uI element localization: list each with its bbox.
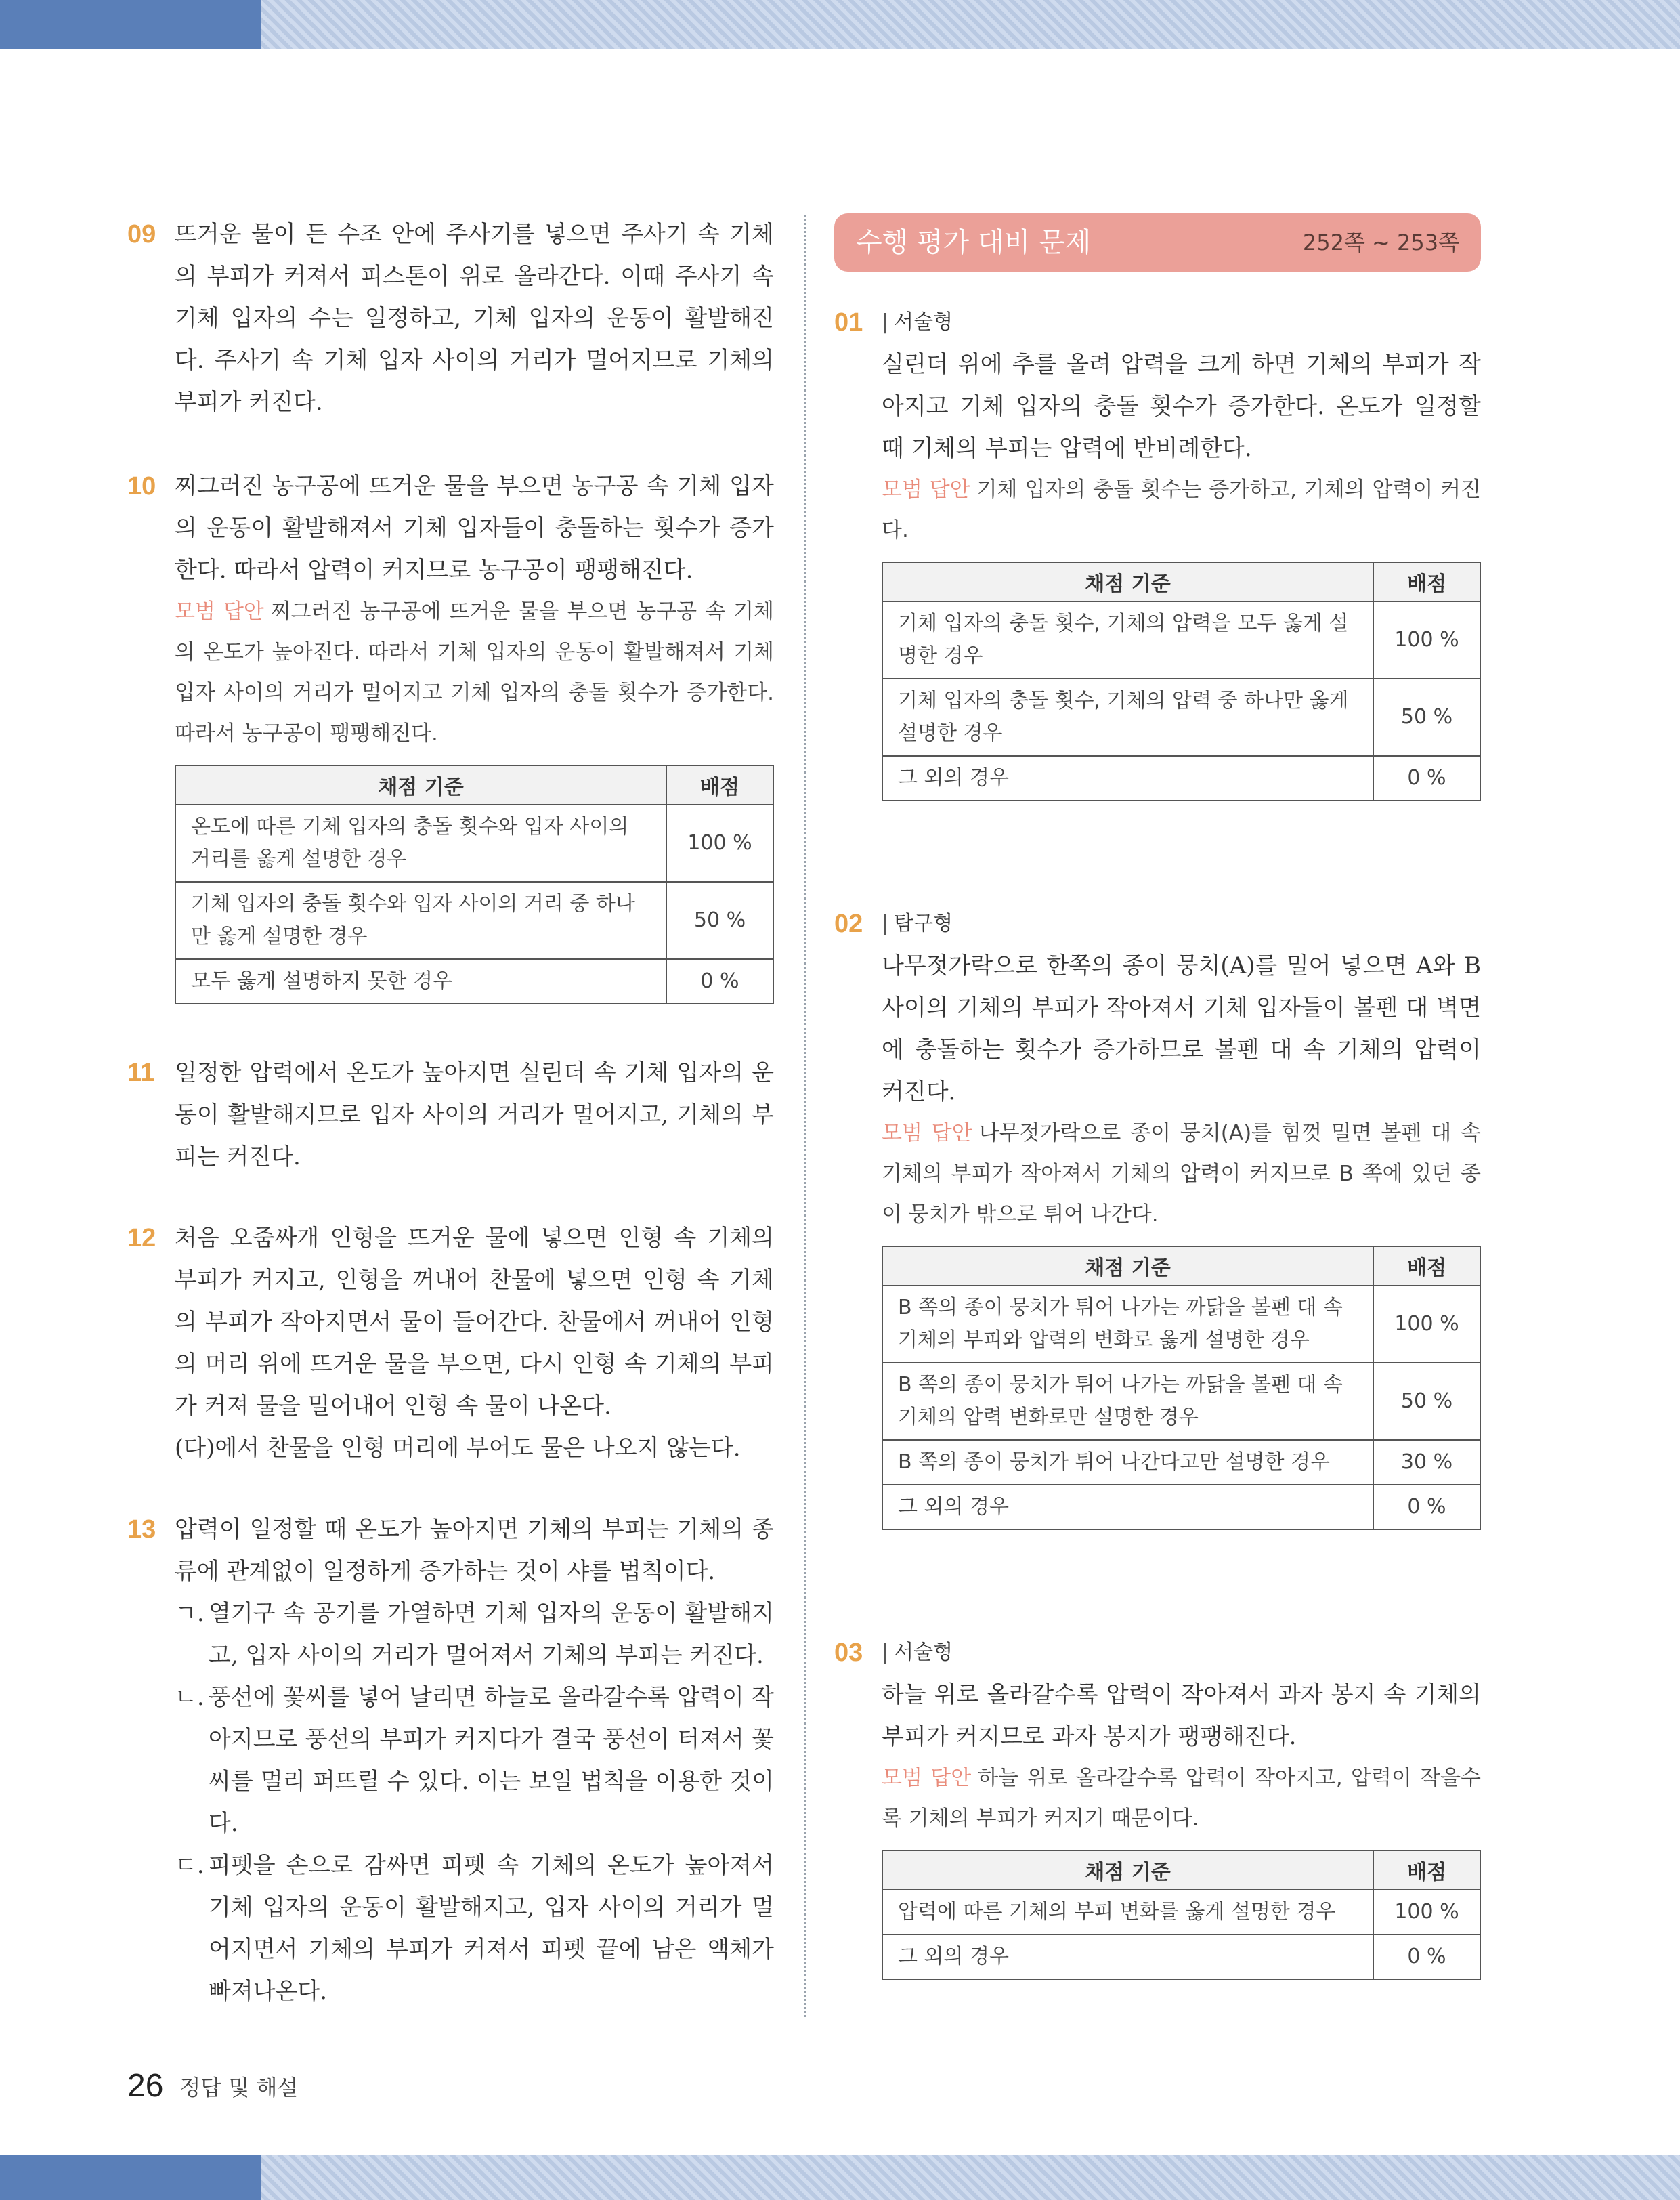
question-number: 01 [834,308,863,337]
footer-title: 정답 및 해설 [179,2074,299,2100]
bottom-band-tab [0,2155,261,2200]
model-answer-label: 모범 답안 [882,1766,972,1790]
question-number: 13 [127,1515,156,1544]
model-answer-label: 모범 답안 [882,1121,972,1145]
question-number: 02 [834,910,863,938]
scoring-criteria-header: 채점 기준 [882,1246,1373,1286]
criteria-cell: 기체 입자의 충돌 횟수, 기체의 압력을 모두 옳게 설명한 경우 [882,601,1373,679]
answer-text-extra: (다)에서 찬물을 인형 머리에 부어도 물은 나오지 않는다. [175,1435,741,1462]
question-number: 11 [127,1059,155,1087]
model-answer [882,1758,1481,1839]
answer-text: 하늘 위로 올라갈수록 압력이 작아져서 과자 봉지 속 기체의 부피가 커지므로 과자 봉지가 팽팽해진다. [882,1681,1481,1750]
question-10 [127,465,774,1004]
model-answer [882,1113,1481,1235]
criteria-cell: 온도에 따른 기체 입자의 충돌 횟수와 입자 사이의 거리를 옳게 설명한 경우 [175,805,666,882]
table-row [175,882,773,959]
answer-text: 나무젓가락으로 한쪽의 종이 뭉치(A)를 밀어 넣으면 A와 B 사이의 기체의 부피가 작아져서 기체 입자들이 볼펜 대 벽면에 충돌하는 횟수가 증가하므로 볼펜 대 속 기체의 압력이 커진다. [882,952,1481,1105]
scoring-table [882,1246,1481,1530]
sub-item-text: 열기구 속 공기를 가열하면 기체 입자의 운동이 활발해지고, 입자 사이의 거리가 멀어져서 기체의 부피는 커진다. [209,1600,774,1669]
scoring-table [882,562,1481,801]
criteria-cell: 압력에 따른 기체의 부피 변화를 옳게 설명한 경우 [882,1890,1373,1934]
table-row [882,1363,1480,1440]
sub-item-mark: ㄷ. [175,1852,204,1879]
table-row [882,601,1480,679]
table-row [175,959,773,1004]
criteria-cell: 그 외의 경우 [882,1485,1373,1529]
section-title: 수행 평가 대비 문제 [856,227,1092,258]
scoring-points-header: 배점 [666,765,773,805]
model-answer [882,469,1481,551]
scoring-table [882,1850,1481,1980]
scoring-criteria-header: 채점 기준 [882,562,1373,601]
criteria-cell: 모두 옳게 설명하지 못한 경우 [175,959,666,1004]
question-type-tag: | 탐구형 [882,903,1481,945]
points-cell: 0 % [666,959,773,1004]
question-number: 03 [834,1638,863,1667]
model-answer-label: 모범 답안 [175,599,264,624]
question-12 [127,1217,774,1469]
model-answer-text: 나무젓가락으로 종이 뭉치(A)를 힘껏 밀면 볼펜 대 속 기체의 부피가 작아져서 기체의 압력이 커지므로 B 쪽에 있던 종이 뭉치가 밖으로 튀어 나간다. [882,1121,1482,1227]
scoring-points-header: 배점 [1373,562,1480,601]
question-number: 10 [127,472,156,501]
criteria-cell: B 쪽의 종이 뭉치가 튀어 나간다고만 설명한 경우 [882,1440,1373,1485]
top-decorative-band [0,0,1680,49]
points-cell: 100 % [666,805,773,882]
table-row [175,805,773,882]
answer-text: 실린더 위에 추를 올려 압력을 크게 하면 기체의 부피가 작아지고 기체 입자의 충돌 횟수가 증가한다. 온도가 일정할 때 기체의 부피는 압력에 반비례한다. [882,351,1481,462]
section-header [834,213,1481,272]
model-answer-text: 기체 입자의 충돌 횟수는 증가하고, 기체의 압력이 커진다. [882,478,1481,543]
criteria-cell: 기체 입자의 충돌 횟수와 입자 사이의 거리 중 하나만 옳게 설명한 경우 [175,882,666,959]
sub-item-n [175,1676,774,1844]
question-number: 09 [127,220,156,249]
answer-text: 압력이 일정할 때 온도가 높아지면 기체의 부피는 기체의 종류에 관계없이 일정하게 증가하는 것이 샤를 법칙이다. [175,1516,774,1585]
scoring-table [175,765,774,1004]
table-row [882,1286,1480,1363]
page-footer [127,2067,298,2104]
points-cell: 30 % [1373,1440,1480,1485]
question-number: 12 [127,1224,156,1252]
left-column [127,213,774,2052]
table-row [882,756,1480,801]
question-03 [834,1632,1481,1980]
points-cell: 100 % [1373,1286,1480,1363]
answer-text: 뜨거운 물이 든 수조 안에 주사기를 넣으면 주사기 속 기체의 부피가 커져서 피스톤이 위로 올라간다. 이때 주사기 속 기체 입자의 수는 일정하고, 기체 입자의 운동이 활발해진다. 주사기 속 기체 입자 사이의 거리가 멀어지므로 기체의 부피가 커진다. [175,221,774,416]
question-13 [127,1508,774,2012]
model-answer [175,591,774,754]
points-cell: 50 % [1373,1363,1480,1440]
question-02 [834,903,1481,1530]
model-answer-label: 모범 답안 [882,478,970,502]
sub-item-text: 풍선에 꽃씨를 넣어 날리면 하늘로 올라갈수록 압력이 작아지므로 풍선의 부피가 커지다가 결국 풍선이 터져서 꽃씨를 멀리 퍼뜨릴 수 있다. 이는 보일 법칙을 이용한 것이다. [209,1684,774,1837]
answer-text: 찌그러진 농구공에 뜨거운 물을 부으면 농구공 속 기체 입자의 운동이 활발해져서 기체 입자들이 충돌하는 횟수가 증가한다. 따라서 압력이 커지므로 농구공이 팽팽해진다. [175,473,774,584]
table-row [882,1890,1480,1934]
sub-item-d [175,1844,774,2012]
sub-item-text: 피펫을 손으로 감싸면 피펫 속 기체의 온도가 높아져서 기체 입자의 운동이 활발해지고, 입자 사이의 거리가 멀어지면서 기체의 부피가 커져서 피펫 끝에 남은 액체가 빠져나온다. [209,1852,774,2005]
table-row [882,1485,1480,1529]
points-cell: 100 % [1373,601,1480,679]
points-cell: 50 % [1373,679,1480,756]
scoring-criteria-header: 채점 기준 [175,765,666,805]
answer-text: 일정한 압력에서 온도가 높아지면 실린더 속 기체 입자의 운동이 활발해지므로 입자 사이의 거리가 멀어지고, 기체의 부피는 커진다. [175,1059,774,1170]
sub-item-mark: ㄱ. [175,1600,204,1627]
answer-text: 처음 오줌싸개 인형을 뜨거운 물에 넣으면 인형 속 기체의 부피가 커지고, 인형을 꺼내어 찬물에 넣으면 인형 속 기체의 부피가 작아지면서 물이 들어간다. 찬물에서 꺼내어 인형의 머리 위에 뜨거운 물을 부으면, 다시 인형 속 기체의 부피가 커져 물을 밀어내어 인형 속 물이 나온다. [175,1225,774,1420]
scoring-points-header: 배점 [1373,1850,1480,1890]
question-11 [127,1052,774,1178]
question-type-tag: | 서술형 [882,301,1481,343]
points-cell: 100 % [1373,1890,1480,1934]
question-type-tag: | 서술형 [882,1632,1481,1674]
sub-item-g [175,1592,774,1676]
top-band-tab [0,0,261,49]
model-answer-text: 하늘 위로 올라갈수록 압력이 작아지고, 압력이 작을수록 기체의 부피가 커지기 때문이다. [882,1766,1481,1831]
table-row [882,1934,1480,1979]
points-cell: 0 % [1373,756,1480,801]
scoring-points-header: 배점 [1373,1246,1480,1286]
question-01 [834,301,1481,801]
bottom-decorative-band [0,2155,1680,2200]
page-number: 26 [127,2068,164,2104]
criteria-cell: 그 외의 경우 [882,756,1373,801]
points-cell: 0 % [1373,1485,1480,1529]
right-column [834,213,1481,2019]
criteria-cell: 그 외의 경우 [882,1934,1373,1979]
points-cell: 0 % [1373,1934,1480,1979]
scoring-criteria-header: 채점 기준 [882,1850,1373,1890]
question-09 [127,213,774,423]
criteria-cell: B 쪽의 종이 뭉치가 튀어 나가는 까닭을 볼펜 대 속 기체의 부피와 압력의 변화로 옳게 설명한 경우 [882,1286,1373,1363]
criteria-cell: B 쪽의 종이 뭉치가 튀어 나가는 까닭을 볼펜 대 속 기체의 압력 변화로만 설명한 경우 [882,1363,1373,1440]
sub-item-mark: ㄴ. [175,1684,204,1711]
table-row [882,679,1480,756]
points-cell: 50 % [666,882,773,959]
criteria-cell: 기체 입자의 충돌 횟수, 기체의 압력 중 하나만 옳게 설명한 경우 [882,679,1373,756]
model-answer-text: 찌그러진 농구공에 뜨거운 물을 부으면 농구공 속 기체의 온도가 높아진다. 따라서 기체 입자의 운동이 활발해져서 기체 입자 사이의 거리가 멀어지고 기체 입자의 충돌 횟수가 증가한다. 따라서 농구공이 팽팽해진다. [175,599,774,746]
table-row [882,1440,1480,1485]
column-divider [804,215,806,2017]
section-page-range: 252쪽 ~ 253쪽 [1302,230,1459,255]
